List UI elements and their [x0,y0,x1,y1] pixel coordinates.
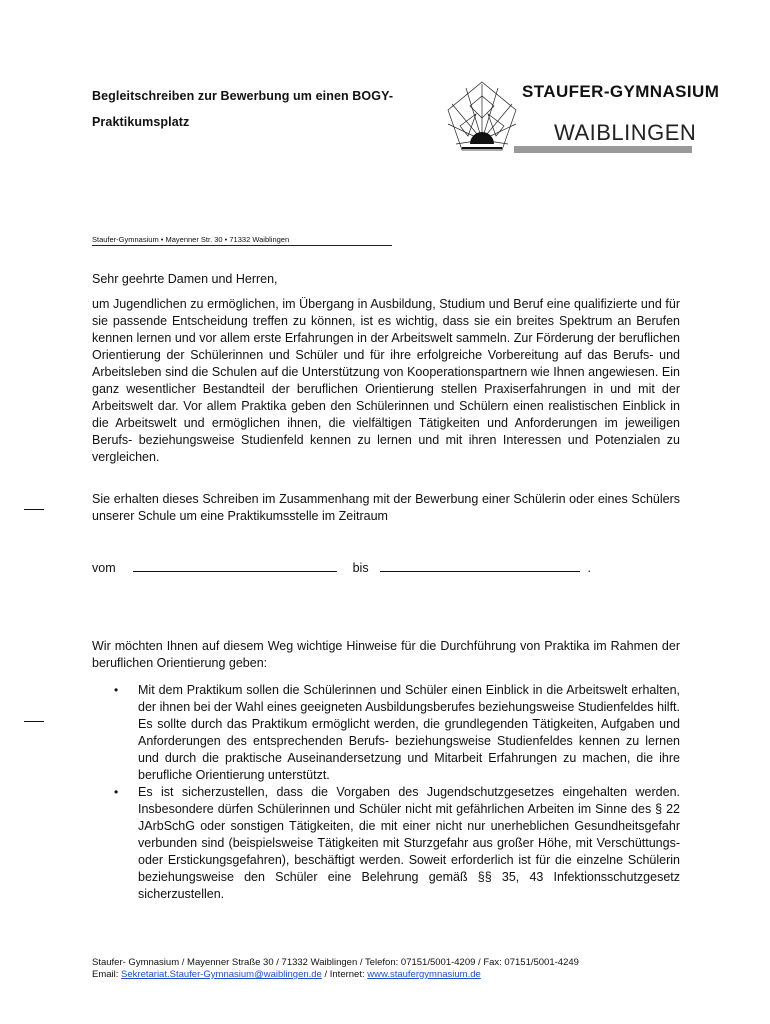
document-title-line-1: Begleitschreiben zur Bewerbung um einen BOGY- [92,89,394,103]
page-footer [92,957,579,981]
footer-internet-label: / Internet: [321,969,365,980]
website-link[interactable]: www.staufergymnasium.de [367,969,481,980]
list-item [92,682,680,784]
paragraph-notes-intro: Wir möchten Ihnen auf diesem Weg wichtige Hinweise für die Durchführung von Praktika im Rahmen der beruflichen Orientierung geben: [92,639,680,670]
document-title-line-2: Praktikumsplatz [92,115,190,129]
email-link[interactable]: Sekretariat.Staufer-Gymnasium@waiblingen.de [121,969,322,980]
margin-fold-mark [24,721,44,722]
footer-email-label: Email: [92,969,119,980]
logo-underline-bar [514,146,692,153]
notes-bullet-list [92,682,680,903]
logo-city-name: WAIBLINGEN [554,120,697,145]
list-item [92,784,680,903]
list-item-text: Mit dem Praktikum sollen die Schülerinnen und Schüler einen Einblick in die Arbeitswelt erhalten, der ihnen bei der Wahl eines geeigneten Ausbildungsberufes beziehungsweise Studienfeldes hilft. Es sollte durch das Praktikum ermöglicht werden, die grundlegenden Tätigkeiten, Aufgaben und Anforderungen des entsprechenden Berufs- beziehungsweise Studienfeldes kennen zu lernen und durch die praktische Auseinandersetzung und Mitarbeit Erfahrungen zu machen, die ihre berufliche Orientierung unterstützt. [138,683,680,782]
date-to-label: bis [352,561,369,575]
date-from-blank[interactable] [133,560,337,572]
footer-address-line: Staufer- Gymnasium / Mayenner Straße 30 / 71332 Waiblingen / Telefon: 07151/5001-4209 / Fax: 07151/5001-4249 [92,957,579,968]
logo-school-name: STAUFER-GYMNASIUM [522,82,720,101]
greeting: Sehr geehrte Damen und Herren, [92,272,278,286]
bullet-icon: • [114,683,119,697]
date-end-punctuation: . [587,561,592,575]
date-from-label: vom [92,561,116,575]
date-to-blank[interactable] [380,560,580,572]
date-range-line [92,560,591,575]
sunburst-logo-icon [442,78,522,158]
paragraph-application: Sie erhalten dieses Schreiben im Zusammenhang mit der Bewerbung einer Schülerin oder eines Schülers unserer Schule um eine Praktikumsstelle im Zeitraum [92,492,680,523]
bullet-icon: • [114,785,119,799]
sender-address-line: Staufer-Gymnasium • Mayenner Str. 30 • 71332 Waiblingen [92,235,392,246]
footer-contact-line [92,969,579,981]
list-item-text: Es ist sicherzustellen, dass die Vorgaben des Jugendschutzgesetzes eingehalten werden. Insbesondere dürfen Schülerinnen und Schüler nicht mit gefährlichen Arbeiten im Sinne des § 22 JArbSchG oder sonstigen Tätigkeiten, die mit einer nicht nur unerheblichen Gesundheitsgefahr verbunden sind (beispielsweise Tätigkeiten mit Sturzgefahr aus großer Höhe, mit Verschüttungs- oder Erstickungsgefahren), beschäftigt werden. Soweit erforderlich ist für die einzelne Schülerin beziehungsweise den Schüler eine Belehrung gemäß §§ 35, 43 Infektionsschutzgesetz sicherzustellen. [138,785,680,901]
school-logo [442,78,720,158]
paragraph-intro: um Jugendlichen zu ermöglichen, im Übergang in Ausbildung, Studium und Beruf eine qualifizierte und für sie passende Entscheidung treffen zu können, ist es wichtig, dass sie ein breites Spektrum an Berufen kennen lernen und vor allem erste Erfahrungen in der Arbeitswelt sammeln. Zur Förderung der beruflichen Orientierung der Schülerinnen und Schüler und für ihre erfolgreiche Vorbereitung auf das Berufs- und Arbeitsleben sind die Schulen auf die Unterstützung von Kooperationspartnern wie Ihnen angewiesen. Ein ganz wesentlicher Bestandteil der beruflichen Orientierung stellen Praxiserfahrungen in und mit der Arbeitswelt dar. Vor allem Praktika geben den Schülerinnen und Schülern einen realistischen Einblick in die Arbeitswelt und ermöglichen ihnen, die vielfältigen Tätigkeiten und Anforderungen im jeweiligen Berufs- beziehungsweise Studienfeld kennen zu lernen und mit ihren Interessen und Potenzialen zu vergleichen. [92,297,680,464]
margin-fold-mark [24,509,44,510]
